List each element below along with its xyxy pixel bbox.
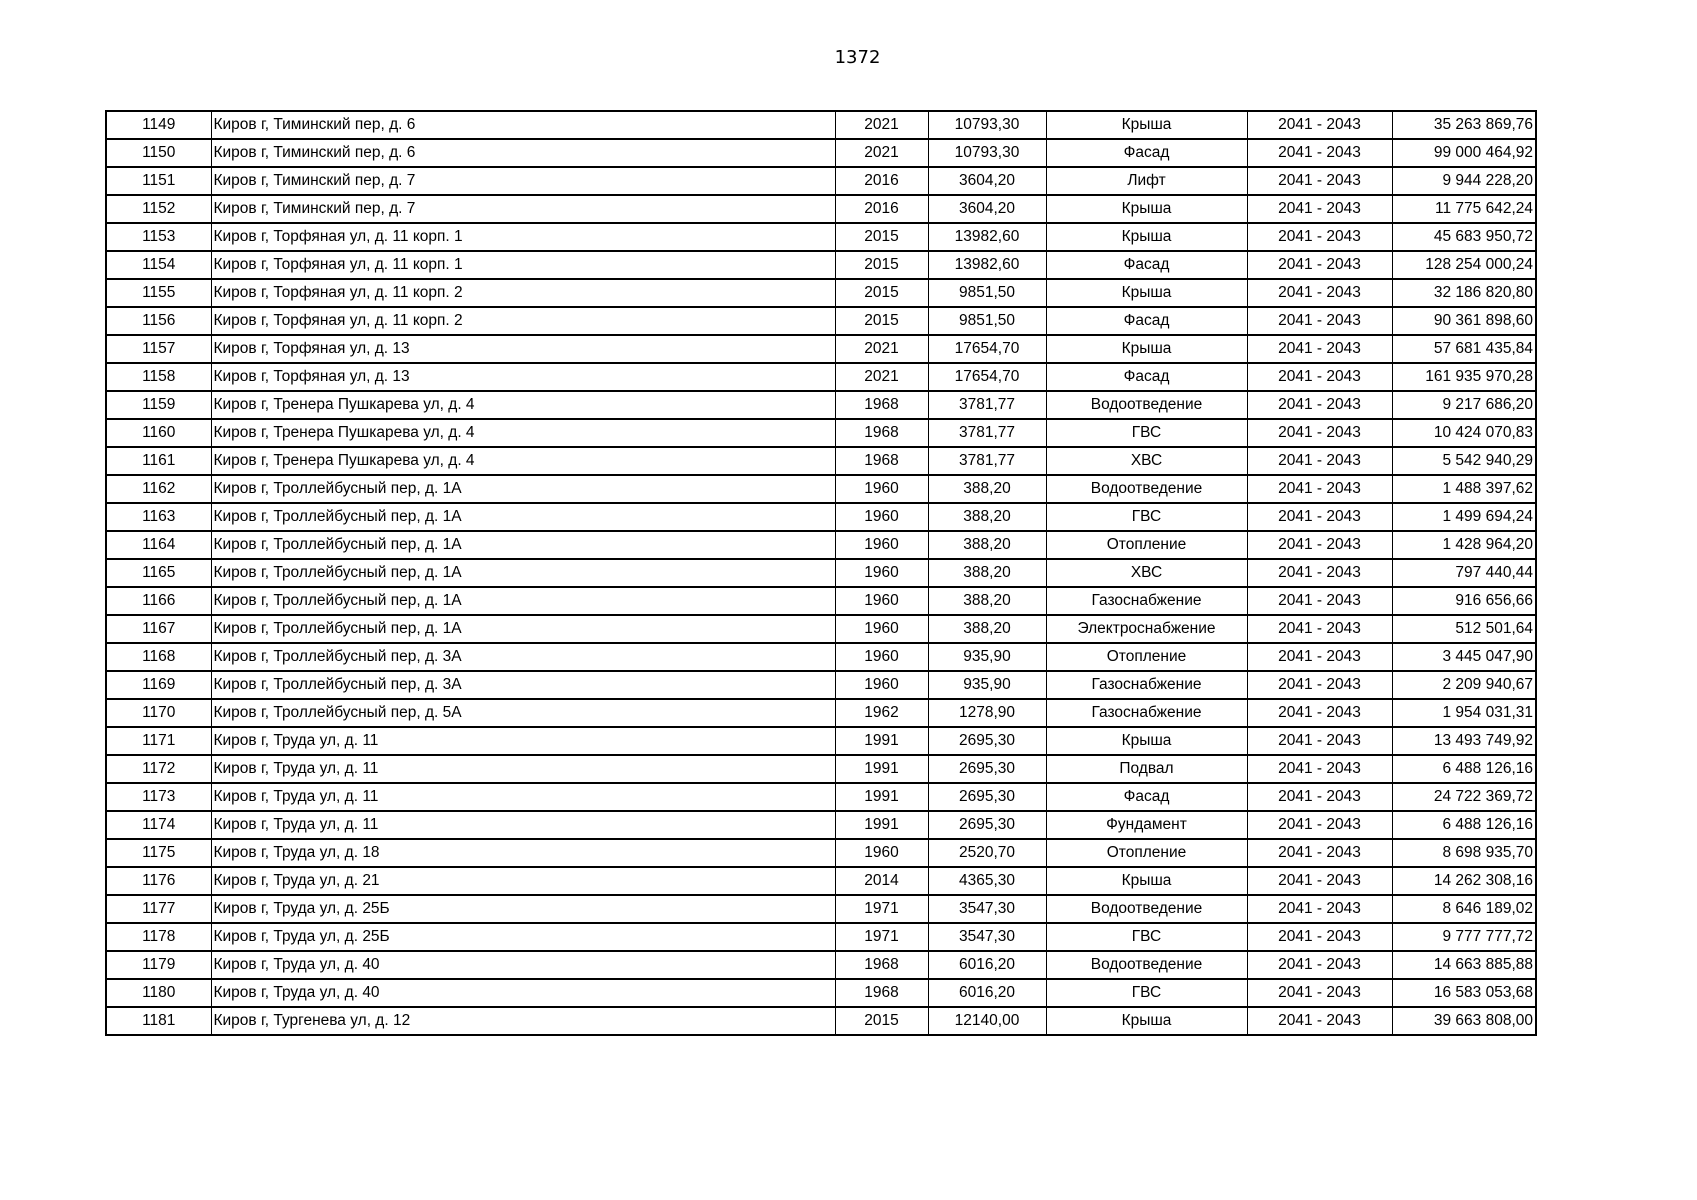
row-number-cell: 1174 [106,811,211,839]
area-cell: 388,20 [928,587,1046,615]
area-cell: 3604,20 [928,195,1046,223]
table-row [106,727,1536,755]
page-number: 1372 [834,47,881,68]
table-row [106,251,1536,279]
period-cell: 2041 - 2043 [1247,1007,1392,1035]
table-row [106,279,1536,307]
row-number-cell: 1176 [106,867,211,895]
area-cell: 6016,20 [928,951,1046,979]
period-cell: 2041 - 2043 [1247,755,1392,783]
period-cell: 2041 - 2043 [1247,587,1392,615]
work-type-cell: Фасад [1046,307,1247,335]
work-type-cell: Крыша [1046,867,1247,895]
row-number-cell: 1171 [106,727,211,755]
row-number-cell: 1167 [106,615,211,643]
period-cell: 2041 - 2043 [1247,923,1392,951]
period-cell: 2041 - 2043 [1247,559,1392,587]
address-cell: Киров г, Торфяная ул, д. 13 [211,363,835,391]
year-cell: 1960 [835,475,928,503]
area-cell: 2695,30 [928,755,1046,783]
cost-cell: 2 209 940,67 [1392,671,1536,699]
year-cell: 2015 [835,1007,928,1035]
cost-cell: 10 424 070,83 [1392,419,1536,447]
cost-cell: 1 428 964,20 [1392,531,1536,559]
cost-cell: 8 646 189,02 [1392,895,1536,923]
work-type-cell: ГВС [1046,503,1247,531]
period-cell: 2041 - 2043 [1247,447,1392,475]
table-row [106,139,1536,167]
address-cell: Киров г, Труда ул, д. 40 [211,979,835,1007]
area-cell: 9851,50 [928,279,1046,307]
cost-cell: 14 663 885,88 [1392,951,1536,979]
area-cell: 13982,60 [928,223,1046,251]
cost-cell: 3 445 047,90 [1392,643,1536,671]
work-type-cell: Крыша [1046,223,1247,251]
year-cell: 2015 [835,307,928,335]
period-cell: 2041 - 2043 [1247,531,1392,559]
work-type-cell: Фасад [1046,251,1247,279]
cost-cell: 16 583 053,68 [1392,979,1536,1007]
period-cell: 2041 - 2043 [1247,363,1392,391]
cost-cell: 35 263 869,76 [1392,111,1536,139]
work-type-cell: Водоотведение [1046,391,1247,419]
cost-cell: 8 698 935,70 [1392,839,1536,867]
row-number-cell: 1165 [106,559,211,587]
row-number-cell: 1160 [106,419,211,447]
address-cell: Киров г, Торфяная ул, д. 11 корп. 1 [211,251,835,279]
table-row [106,419,1536,447]
cost-cell: 797 440,44 [1392,559,1536,587]
period-cell: 2041 - 2043 [1247,251,1392,279]
work-type-cell: Отопление [1046,531,1247,559]
address-cell: Киров г, Труда ул, д. 21 [211,867,835,895]
year-cell: 1971 [835,895,928,923]
area-cell: 12140,00 [928,1007,1046,1035]
row-number-cell: 1177 [106,895,211,923]
year-cell: 2015 [835,251,928,279]
row-number-cell: 1156 [106,307,211,335]
period-cell: 2041 - 2043 [1247,615,1392,643]
work-type-cell: Фундамент [1046,811,1247,839]
table-row [106,1007,1536,1035]
row-number-cell: 1170 [106,699,211,727]
area-cell: 388,20 [928,615,1046,643]
cost-cell: 57 681 435,84 [1392,335,1536,363]
area-cell: 3781,77 [928,419,1046,447]
cost-cell: 128 254 000,24 [1392,251,1536,279]
address-cell: Киров г, Троллейбусный пер, д. 1А [211,587,835,615]
year-cell: 2016 [835,167,928,195]
period-cell: 2041 - 2043 [1247,139,1392,167]
work-type-cell: Крыша [1046,335,1247,363]
table-row [106,531,1536,559]
period-cell: 2041 - 2043 [1247,307,1392,335]
year-cell: 1960 [835,671,928,699]
year-cell: 1960 [835,503,928,531]
work-type-cell: Крыша [1046,1007,1247,1035]
year-cell: 1960 [835,615,928,643]
cost-cell: 512 501,64 [1392,615,1536,643]
year-cell: 1960 [835,643,928,671]
table-row [106,671,1536,699]
work-type-cell: Крыша [1046,195,1247,223]
cost-cell: 90 361 898,60 [1392,307,1536,335]
row-number-cell: 1149 [106,111,211,139]
table-row [106,867,1536,895]
row-number-cell: 1155 [106,279,211,307]
row-number-cell: 1173 [106,783,211,811]
area-cell: 17654,70 [928,363,1046,391]
year-cell: 2016 [835,195,928,223]
work-type-cell: Крыша [1046,111,1247,139]
table-row [106,559,1536,587]
capital-repair-table [105,110,1537,1036]
table-row [106,951,1536,979]
table-row [106,699,1536,727]
row-number-cell: 1162 [106,475,211,503]
period-cell: 2041 - 2043 [1247,783,1392,811]
work-type-cell: Фасад [1046,363,1247,391]
cost-cell: 11 775 642,24 [1392,195,1536,223]
address-cell: Киров г, Тренера Пушкарева ул, д. 4 [211,391,835,419]
area-cell: 17654,70 [928,335,1046,363]
cost-cell: 916 656,66 [1392,587,1536,615]
area-cell: 3781,77 [928,391,1046,419]
address-cell: Киров г, Тренера Пушкарева ул, д. 4 [211,447,835,475]
work-type-cell: ГВС [1046,419,1247,447]
period-cell: 2041 - 2043 [1247,979,1392,1007]
table-row [106,895,1536,923]
year-cell: 2015 [835,223,928,251]
cost-cell: 45 683 950,72 [1392,223,1536,251]
row-number-cell: 1180 [106,979,211,1007]
work-type-cell: Лифт [1046,167,1247,195]
period-cell: 2041 - 2043 [1247,867,1392,895]
row-number-cell: 1151 [106,167,211,195]
table-row [106,391,1536,419]
area-cell: 2695,30 [928,811,1046,839]
table-row [106,447,1536,475]
row-number-cell: 1154 [106,251,211,279]
area-cell: 3547,30 [928,923,1046,951]
year-cell: 1968 [835,979,928,1007]
row-number-cell: 1172 [106,755,211,783]
period-cell: 2041 - 2043 [1247,167,1392,195]
address-cell: Киров г, Троллейбусный пер, д. 1А [211,559,835,587]
work-type-cell: ХВС [1046,559,1247,587]
table-row [106,475,1536,503]
area-cell: 2695,30 [928,783,1046,811]
table-row [106,503,1536,531]
table-row [106,335,1536,363]
address-cell: Киров г, Тренера Пушкарева ул, д. 4 [211,419,835,447]
address-cell: Киров г, Тиминский пер, д. 6 [211,139,835,167]
area-cell: 3781,77 [928,447,1046,475]
row-number-cell: 1161 [106,447,211,475]
cost-cell: 99 000 464,92 [1392,139,1536,167]
area-cell: 4365,30 [928,867,1046,895]
period-cell: 2041 - 2043 [1247,391,1392,419]
table-row [106,167,1536,195]
address-cell: Киров г, Троллейбусный пер, д. 1А [211,475,835,503]
year-cell: 1991 [835,755,928,783]
area-cell: 13982,60 [928,251,1046,279]
period-cell: 2041 - 2043 [1247,195,1392,223]
address-cell: Киров г, Тиминский пер, д. 7 [211,167,835,195]
period-cell: 2041 - 2043 [1247,671,1392,699]
cost-cell: 32 186 820,80 [1392,279,1536,307]
period-cell: 2041 - 2043 [1247,223,1392,251]
cost-cell: 24 722 369,72 [1392,783,1536,811]
table-row [106,363,1536,391]
area-cell: 10793,30 [928,139,1046,167]
cost-cell: 9 944 228,20 [1392,167,1536,195]
cost-cell: 13 493 749,92 [1392,727,1536,755]
row-number-cell: 1158 [106,363,211,391]
table-row [106,615,1536,643]
cost-cell: 14 262 308,16 [1392,867,1536,895]
area-cell: 9851,50 [928,307,1046,335]
period-cell: 2041 - 2043 [1247,279,1392,307]
address-cell: Киров г, Торфяная ул, д. 11 корп. 2 [211,279,835,307]
work-type-cell: Фасад [1046,783,1247,811]
year-cell: 1960 [835,559,928,587]
row-number-cell: 1152 [106,195,211,223]
cost-cell: 9 217 686,20 [1392,391,1536,419]
table-row [106,587,1536,615]
table-row [106,223,1536,251]
year-cell: 1968 [835,419,928,447]
work-type-cell: Водоотведение [1046,475,1247,503]
year-cell: 2021 [835,335,928,363]
table-row [106,783,1536,811]
area-cell: 388,20 [928,503,1046,531]
row-number-cell: 1178 [106,923,211,951]
area-cell: 3604,20 [928,167,1046,195]
row-number-cell: 1175 [106,839,211,867]
address-cell: Киров г, Труда ул, д. 11 [211,755,835,783]
work-type-cell: ХВС [1046,447,1247,475]
row-number-cell: 1181 [106,1007,211,1035]
table-body [106,111,1536,1035]
work-type-cell: ГВС [1046,979,1247,1007]
row-number-cell: 1164 [106,531,211,559]
address-cell: Киров г, Труда ул, д. 25Б [211,895,835,923]
area-cell: 1278,90 [928,699,1046,727]
year-cell: 2021 [835,363,928,391]
year-cell: 1968 [835,447,928,475]
area-cell: 388,20 [928,475,1046,503]
area-cell: 2695,30 [928,727,1046,755]
work-type-cell: Газоснабжение [1046,587,1247,615]
address-cell: Киров г, Тиминский пер, д. 7 [211,195,835,223]
work-type-cell: Водоотведение [1046,895,1247,923]
work-type-cell: Крыша [1046,727,1247,755]
work-type-cell: Электроснабжение [1046,615,1247,643]
area-cell: 10793,30 [928,111,1046,139]
address-cell: Киров г, Труда ул, д. 25Б [211,923,835,951]
year-cell: 1960 [835,531,928,559]
year-cell: 1968 [835,391,928,419]
cost-cell: 6 488 126,16 [1392,811,1536,839]
year-cell: 2021 [835,139,928,167]
year-cell: 1960 [835,839,928,867]
row-number-cell: 1169 [106,671,211,699]
row-number-cell: 1179 [106,951,211,979]
area-cell: 935,90 [928,643,1046,671]
table-row [106,111,1536,139]
year-cell: 2015 [835,279,928,307]
row-number-cell: 1163 [106,503,211,531]
cost-cell: 1 499 694,24 [1392,503,1536,531]
row-number-cell: 1168 [106,643,211,671]
year-cell: 1960 [835,587,928,615]
address-cell: Киров г, Труда ул, д. 11 [211,727,835,755]
period-cell: 2041 - 2043 [1247,895,1392,923]
cost-cell: 9 777 777,72 [1392,923,1536,951]
period-cell: 2041 - 2043 [1247,643,1392,671]
address-cell: Киров г, Троллейбусный пер, д. 1А [211,503,835,531]
area-cell: 935,90 [928,671,1046,699]
work-type-cell: Водоотведение [1046,951,1247,979]
table-row [106,811,1536,839]
address-cell: Киров г, Торфяная ул, д. 11 корп. 2 [211,307,835,335]
table-row [106,643,1536,671]
work-type-cell: Газоснабжение [1046,671,1247,699]
period-cell: 2041 - 2043 [1247,335,1392,363]
row-number-cell: 1166 [106,587,211,615]
address-cell: Киров г, Троллейбусный пер, д. 3А [211,671,835,699]
cost-cell: 6 488 126,16 [1392,755,1536,783]
cost-cell: 1 954 031,31 [1392,699,1536,727]
work-type-cell: Фасад [1046,139,1247,167]
year-cell: 2021 [835,111,928,139]
work-type-cell: Крыша [1046,279,1247,307]
table-row [106,923,1536,951]
area-cell: 388,20 [928,531,1046,559]
address-cell: Киров г, Труда ул, д. 11 [211,783,835,811]
period-cell: 2041 - 2043 [1247,839,1392,867]
period-cell: 2041 - 2043 [1247,951,1392,979]
cost-cell: 1 488 397,62 [1392,475,1536,503]
address-cell: Киров г, Троллейбусный пер, д. 5А [211,699,835,727]
address-cell: Киров г, Труда ул, д. 40 [211,951,835,979]
area-cell: 3547,30 [928,895,1046,923]
year-cell: 1962 [835,699,928,727]
address-cell: Киров г, Тургенева ул, д. 12 [211,1007,835,1035]
address-cell: Киров г, Троллейбусный пер, д. 1А [211,615,835,643]
address-cell: Киров г, Труда ул, д. 11 [211,811,835,839]
work-type-cell: Подвал [1046,755,1247,783]
table-row [106,195,1536,223]
row-number-cell: 1153 [106,223,211,251]
table-row [106,755,1536,783]
work-type-cell: Отопление [1046,643,1247,671]
period-cell: 2041 - 2043 [1247,503,1392,531]
table-row [106,979,1536,1007]
address-cell: Киров г, Торфяная ул, д. 13 [211,335,835,363]
year-cell: 1971 [835,923,928,951]
period-cell: 2041 - 2043 [1247,727,1392,755]
period-cell: 2041 - 2043 [1247,811,1392,839]
row-number-cell: 1159 [106,391,211,419]
period-cell: 2041 - 2043 [1247,699,1392,727]
year-cell: 1991 [835,783,928,811]
area-cell: 388,20 [928,559,1046,587]
address-cell: Киров г, Троллейбусный пер, д. 1А [211,531,835,559]
year-cell: 1968 [835,951,928,979]
area-cell: 6016,20 [928,979,1046,1007]
cost-cell: 161 935 970,28 [1392,363,1536,391]
row-number-cell: 1157 [106,335,211,363]
period-cell: 2041 - 2043 [1247,419,1392,447]
work-type-cell: ГВС [1046,923,1247,951]
address-cell: Киров г, Труда ул, д. 18 [211,839,835,867]
year-cell: 1991 [835,811,928,839]
period-cell: 2041 - 2043 [1247,475,1392,503]
cost-cell: 5 542 940,29 [1392,447,1536,475]
table-row [106,839,1536,867]
year-cell: 2014 [835,867,928,895]
work-type-cell: Отопление [1046,839,1247,867]
address-cell: Киров г, Торфяная ул, д. 11 корп. 1 [211,223,835,251]
year-cell: 1991 [835,727,928,755]
cost-cell: 39 663 808,00 [1392,1007,1536,1035]
period-cell: 2041 - 2043 [1247,111,1392,139]
area-cell: 2520,70 [928,839,1046,867]
table-row [106,307,1536,335]
address-cell: Киров г, Троллейбусный пер, д. 3А [211,643,835,671]
address-cell: Киров г, Тиминский пер, д. 6 [211,111,835,139]
row-number-cell: 1150 [106,139,211,167]
work-type-cell: Газоснабжение [1046,699,1247,727]
